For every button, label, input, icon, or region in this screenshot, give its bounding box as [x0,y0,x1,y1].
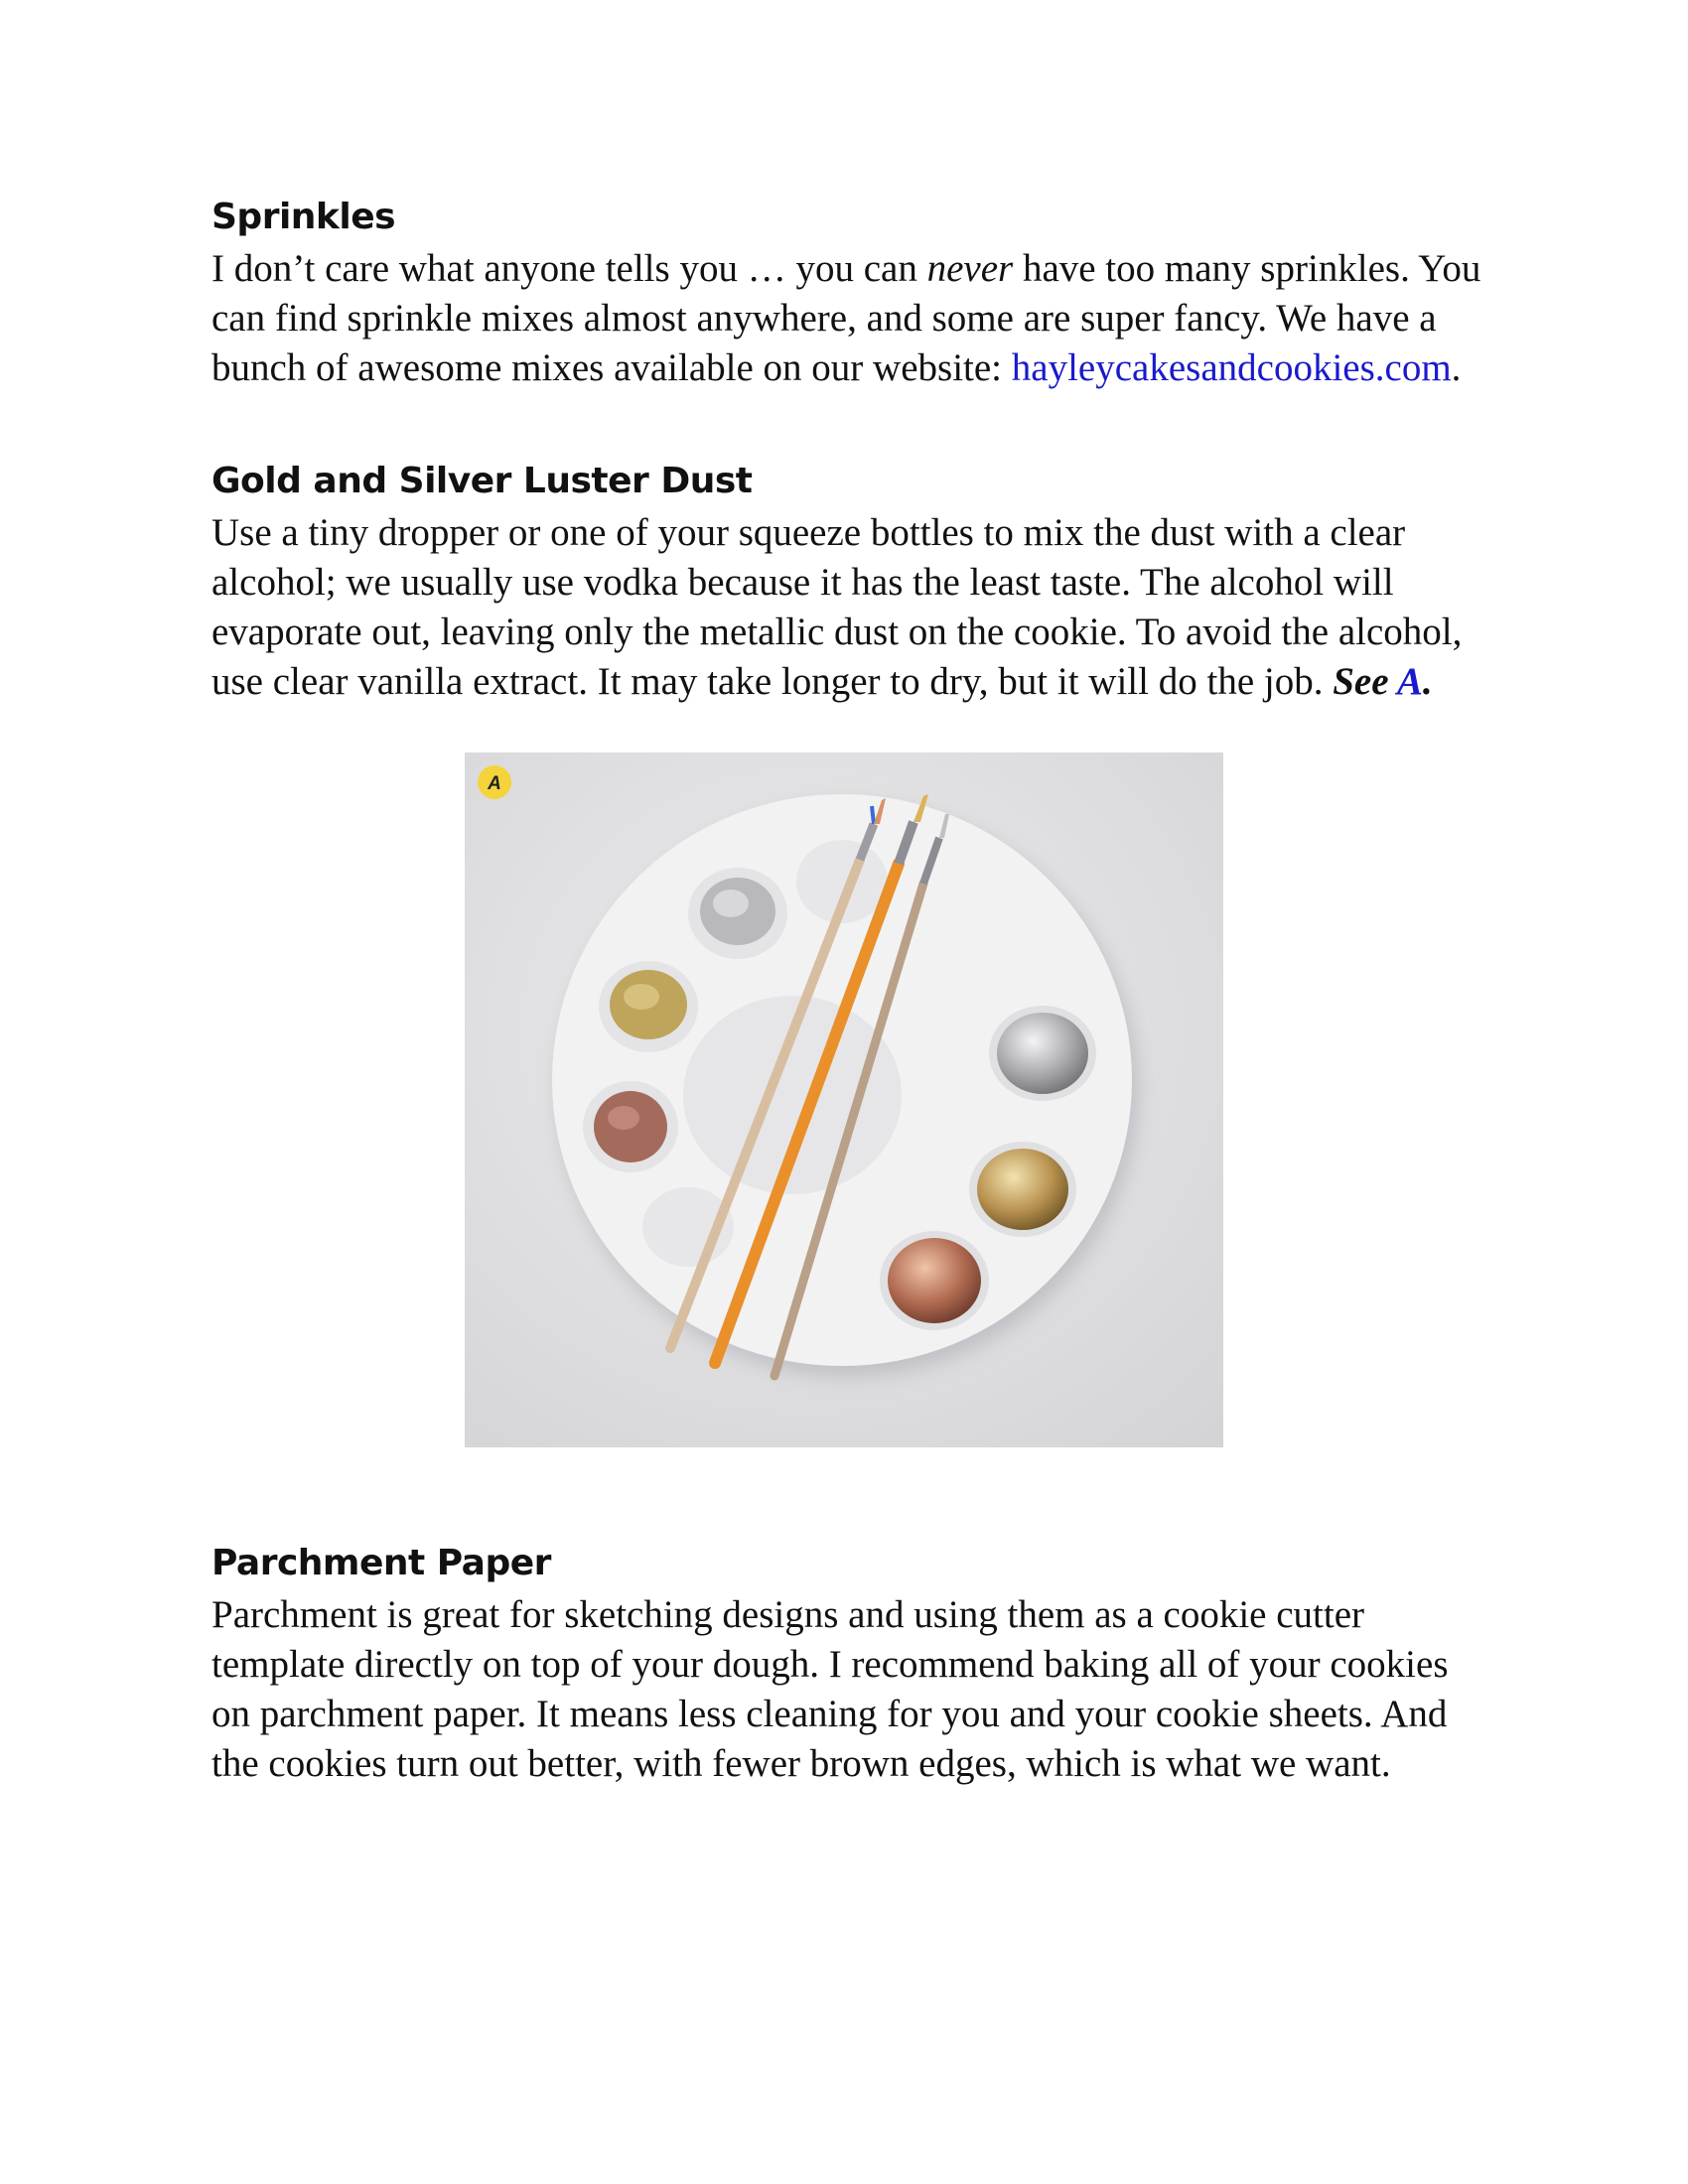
luster-text: Use a tiny dropper or one of your squeeze bottles to mix the dust with a clear alcohol; we usually use vodka because it has the least taste. The alcohol will evaporate out, leaving only the metallic dust on the cookie. To avoid the alcohol, use clear vanilla extract. It may take longer to dry, but it will do the job. [211,511,1463,703]
website-link[interactable]: hayleycakesandcookies.com [1011,346,1452,389]
paragraph-parchment-paper: Parchment is great for sketching designs and using them as a cookie cutter template directly on top of your dough. I recommend baking all of your cookies on parchment paper. It means less cleaning for you and your cookie sheets. And the cookies turn out better, with fewer brown edges, which is what we want. [211,1593,1449,1785]
gold-paint-well [969,1142,1076,1237]
sprinkles-emphasis: never [926,247,1014,290]
heading-luster-dust: Gold and Silver Luster Dust [211,461,753,501]
section-luster-dust [211,459,1492,707]
see-end: . [1422,660,1433,703]
paragraph-luster-dust [211,508,1492,707]
heading-sprinkles: Sprinkles [211,197,396,237]
gold-powder-well [599,961,698,1052]
document-page [211,195,1492,1789]
paragraph-sprinkles [211,244,1492,393]
palette-photo-illustration [465,752,1223,1447]
heading-parchment-paper: Parchment Paper [211,1543,551,1583]
rose-gold-paint-well [880,1231,989,1330]
section-sprinkles [211,195,1492,393]
section-parchment-paper [211,1541,1492,1789]
silver-paint-well [989,1006,1096,1101]
sprinkles-text-end: . [1451,346,1462,389]
sprinkles-text-2: have too many sprinkles. You can find sprinkle mixes almost anywhere, and some are super fancy. We have a bunch of awesome mixes available on our website: [211,247,1481,389]
silver-powder-well [688,868,787,959]
figure-badge [478,765,511,799]
figure-reference-link[interactable]: A [1396,660,1423,703]
see-reference [1333,660,1432,703]
figure-a-photo [465,752,1223,1447]
figure-badge-letter: A [488,773,501,794]
rose-gold-powder-well [583,1081,678,1172]
see-label: See [1333,660,1397,703]
sprinkles-text-1: I don’t care what anyone tells you … you can [211,247,927,290]
